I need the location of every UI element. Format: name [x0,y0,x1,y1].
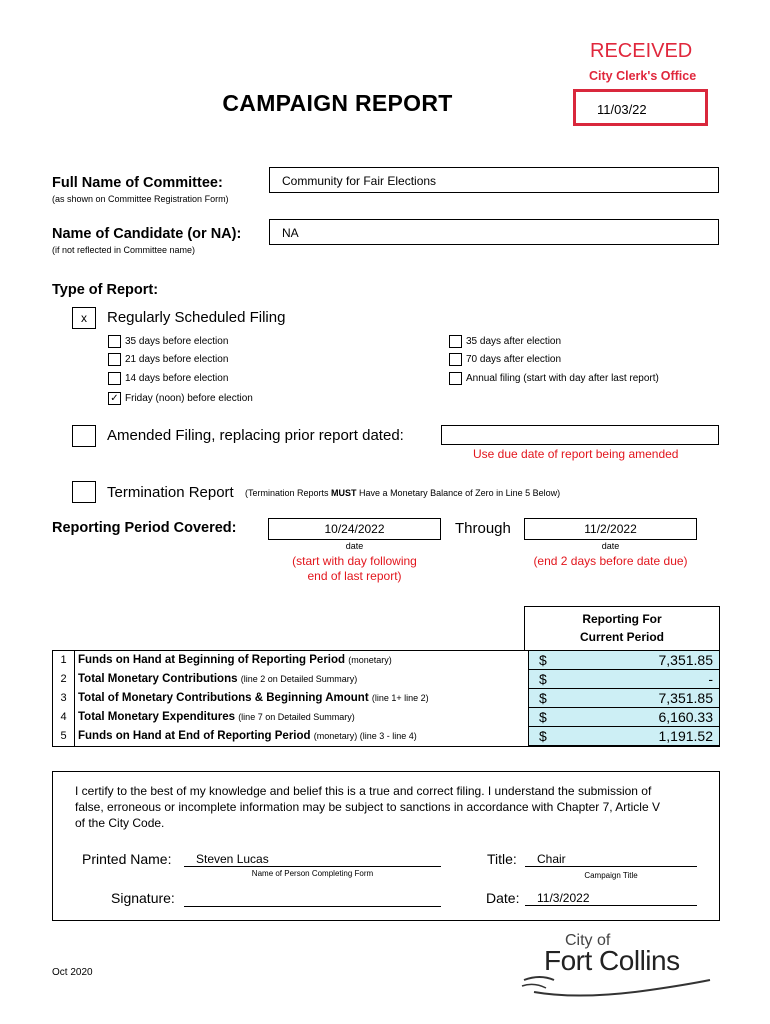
candidate-label: Name of Candidate (or NA): [52,226,242,242]
termination-checkbox[interactable] [72,481,96,503]
amended-filing-label: Amended Filing, replacing prior report dated: [107,427,404,444]
signature-label: Signature: [111,890,175,906]
currency-symbol: $ [539,690,547,706]
received-stamp: RECEIVED [590,40,693,62]
row-number: 3 [53,689,75,708]
logo-fort-collins: Fort Collins [544,945,680,976]
title-label: Title: [487,851,517,867]
row-amount[interactable] [529,651,719,670]
opt-35-before-checkbox[interactable] [108,335,121,348]
opt-70-after-label: 70 days after election [466,354,562,365]
opt-35-before-label: 35 days before election [125,336,229,347]
through-label: Through [455,520,511,537]
amended-note: Use due date of report being amended [473,447,679,461]
currency-symbol: $ [539,652,547,668]
opt-annual-checkbox[interactable] [449,372,462,385]
row-amount[interactable] [529,670,719,689]
opt-friday-checkbox[interactable]: ✓ [108,392,121,405]
opt-70-after-checkbox[interactable] [449,353,462,366]
amended-date-field[interactable] [441,425,719,445]
row-number: 2 [53,670,75,689]
summary-row [53,689,719,708]
row-label: Total Monetary Expenditures (line 7 on Detailed Summary) [75,708,529,727]
period-label: Reporting Period Covered: [52,520,237,536]
currency-symbol: $ [539,671,547,687]
opt-21-before-label: 21 days before election [125,354,229,365]
fort-collins-logo [520,930,720,1000]
amount-value: 1,191.52 [658,728,713,744]
termination-note: (Termination Reports MUST Have a Monetary Balance of Zero in Line 5 Below) [245,488,561,498]
title-caption: Campaign Title [584,871,638,880]
cert-text-1: I certify to the best of my knowledge and belief this is a true and correct filing. I understand the submission of [75,784,652,798]
committee-label: Full Name of Committee: [52,175,223,191]
opt-35-after-checkbox[interactable] [449,335,462,348]
start-date-caption: date [345,541,364,551]
printed-name-label: Printed Name: [82,851,172,867]
title-field[interactable]: Chair [525,852,697,867]
cert-text-3: of the City Code. [75,816,165,830]
row-number: 5 [53,727,75,746]
page-title: CAMPAIGN REPORT [222,90,453,116]
amount-value: - [708,671,713,687]
end-note: (end 2 days before date due) [533,554,688,568]
summary-header-line-2: Current Period [579,630,664,644]
termination-label: Termination Report [107,484,234,501]
opt-annual-label: Annual filing (start with day after last report) [466,373,659,384]
row-label: Total Monetary Contributions (line 2 on Detailed Summary) [75,670,529,689]
amount-value: 7,351.85 [658,690,713,706]
start-note-1: (start with day following [292,554,417,568]
stamp-date: 11/03/22 [597,102,647,117]
currency-symbol: $ [539,728,547,744]
summary-row [53,670,719,689]
report-type-label: Type of Report: [52,282,159,298]
cert-text-2: false, erroneous or incomplete information may be subject to sanctions in accordance with Chapter 7, Article V [75,800,660,814]
row-number: 1 [53,651,75,670]
committee-name-field[interactable]: Community for Fair Elections [269,167,719,193]
row-label: Funds on Hand at Beginning of Reporting Period (monetary) [75,651,529,670]
opt-21-before-checkbox[interactable] [108,353,121,366]
currency-symbol: $ [539,709,547,725]
period-start-field[interactable]: 10/24/2022 [268,518,441,540]
summary-header-line-1: Reporting For [582,612,662,626]
amount-value: 6,160.33 [658,709,713,725]
summary-header [524,606,720,650]
candidate-sublabel: (if not reflected in Committee name) [52,245,196,255]
summary-row [53,708,719,727]
row-number: 4 [53,708,75,727]
summary-row [53,651,719,670]
candidate-name-field[interactable]: NA [269,219,719,245]
opt-14-before-checkbox[interactable] [108,372,121,385]
period-end-field[interactable]: 11/2/2022 [524,518,697,540]
regular-filing-checkbox[interactable]: x [72,307,96,329]
stamp-office: City Clerk's Office [589,69,697,83]
opt-14-before-label: 14 days before election [125,373,229,384]
summary-table [52,650,720,747]
regular-filing-label: Regularly Scheduled Filing [107,309,286,326]
logo-city-of: City of [565,932,611,949]
printed-name-caption: Name of Person Completing Form [251,869,374,878]
opt-35-after-label: 35 days after election [466,336,562,347]
date-label: Date: [486,890,520,906]
row-label: Funds on Hand at End of Reporting Period (monetary) (line 3 - line 4) [75,727,529,746]
date-field[interactable]: 11/3/2022 [525,891,697,906]
printed-name-field[interactable]: Steven Lucas [184,852,441,867]
amount-value: 7,351.85 [658,652,713,668]
summary-row [53,727,719,746]
row-amount[interactable] [529,727,719,746]
opt-friday-label: Friday (noon) before election [125,393,253,404]
row-amount[interactable] [529,708,719,727]
row-label: Total of Monetary Contributions & Beginning Amount (line 1+ line 2) [75,689,529,708]
row-amount[interactable] [529,689,719,708]
signature-field[interactable] [184,891,441,907]
start-note-2: end of last report) [307,569,402,583]
committee-sublabel: (as shown on Committee Registration Form) [52,194,229,204]
logo-swoosh-icon [520,966,720,1000]
form-version: Oct 2020 [52,967,93,978]
end-date-caption: date [601,541,620,551]
amended-filing-checkbox[interactable] [72,425,96,447]
